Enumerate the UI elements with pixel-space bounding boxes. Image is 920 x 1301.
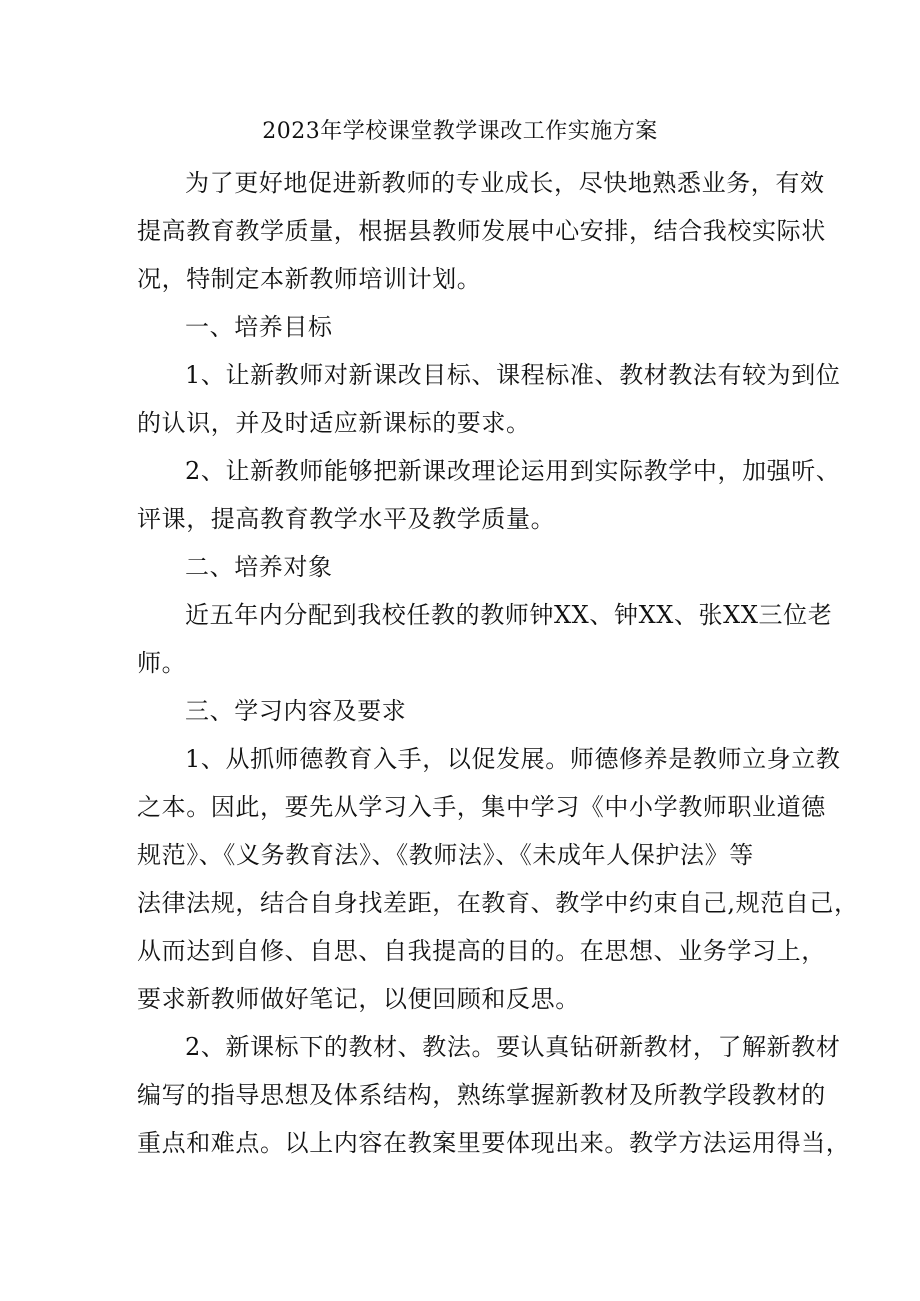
paragraph-line: 要求新教师做好笔记，以便回顾和反思。 (137, 985, 580, 1013)
paragraph-line: 从而达到自修、自思、自我提高的目的。在思想、业务学习上， (137, 937, 826, 965)
paragraph-line: 提高教育教学质量，根据县教师发展中心安排，结合我校实际状 (137, 217, 826, 245)
paragraph-line: 重点和难点。以上内容在教案里要体现出来。教学方法运用得当， (137, 1129, 851, 1157)
paragraph-line: 规范》、《义务教育法》、《教师法》、《未成年人保护法》等 (137, 841, 754, 869)
paragraph-line: 法律法规，结合自身找差距，在教育、教学中约束自己,规范自己， (137, 889, 859, 917)
section-heading: 一、培养目标 (185, 313, 333, 341)
paragraph-line: 2、让新教师能够把新课改理论运用到实际教学中，加强听、 (185, 457, 841, 485)
paragraph-line: 1、从抓师德教育入手，以促发展。师德修养是教师立身立教 (185, 745, 841, 773)
paragraph-line: 况，特制定本新教师培训计划。 (137, 265, 482, 293)
paragraph-line: 2、新课标下的教材、教法。要认真钻研新教材，了解新教材 (185, 1033, 841, 1061)
paragraph-line: 1、让新教师对新课改目标、课程标准、教材教法有较为到位 (185, 361, 841, 389)
paragraph-line: 为了更好地促进新教师的专业成长，尽快地熟悉业务，有效 (185, 169, 825, 197)
paragraph-line: 编写的指导思想及体系结构，熟练掌握新教材及所教学段教材的 (137, 1081, 826, 1109)
paragraph-line: 的认识，并及时适应新课标的要求。 (137, 409, 531, 437)
document-title: 2023年学校课堂教学课改工作实施方案 (262, 119, 658, 144)
paragraph-line: 评课，提高教育教学水平及教学质量。 (137, 505, 556, 533)
paragraph-line: 近五年内分配到我校任教的教师钟XX、钟XX、张XX三位老 (185, 601, 833, 629)
paragraph-line: 之本。因此，要先从学习入手，集中学习《中小学教师职业道德 (137, 793, 826, 821)
section-heading: 二、培养对象 (185, 553, 333, 581)
paragraph-line: 师。 (137, 649, 187, 677)
section-heading: 三、学习内容及要求 (185, 697, 407, 725)
